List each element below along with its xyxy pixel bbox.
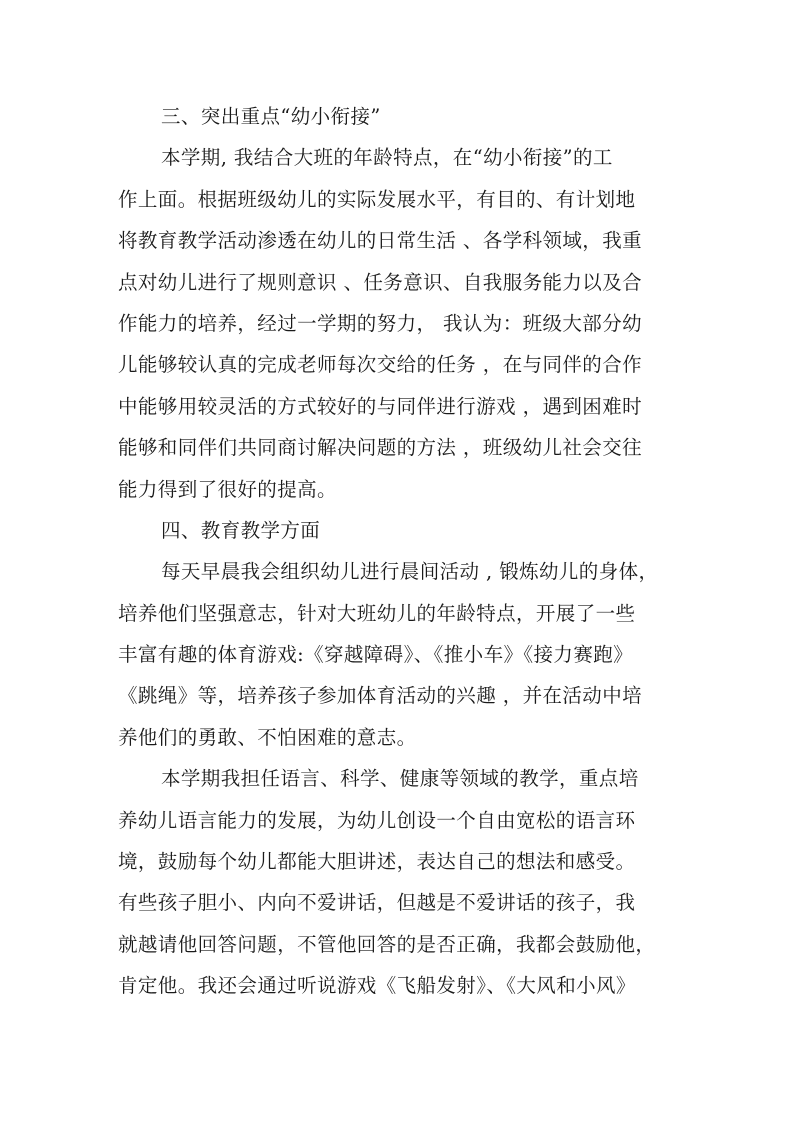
section-3-line: 本学期, 我结合大班的年龄特点，在“幼小衔接”的工 (161, 146, 613, 170)
section-3-line: 作上面。根据班级幼儿的实际发展水平，有目的、有计划地 (118, 187, 636, 211)
section-4-heading: 四、教育教学方面 (161, 518, 321, 542)
section-4-paragraph-2-line: 就越请他回答问题，不管他回答的是否正确，我都会鼓励他， (118, 932, 656, 956)
section-3-line: 能力得到了很好的提高。 (118, 477, 337, 501)
section-4-paragraph-1-line: 丰富有趣的体育游戏:《穿越障碍》、《推小车》《接力赛跑》 (118, 643, 634, 667)
section-4-paragraph-2-line: 肯定他。我还会通过听说游戏《飞船发射》、《大风和小风》 (118, 974, 636, 998)
section-3-line: 能够和同伴们共同商讨解决问题的方法 ，班级幼儿社会交往 (118, 436, 642, 460)
section-4-paragraph-1-line: 《跳绳》等，培养孩子参加体育活动的兴趣 ，并在活动中培 (118, 684, 642, 708)
section-4-paragraph-2-line: 境，鼓励每个幼儿都能大胆讲述，表达自己的想法和感受。 (118, 850, 636, 874)
section-4-paragraph-1-line: 每天早晨我会组织幼儿进行晨间活动 , 锻炼幼儿的身体， (161, 560, 659, 584)
section-4-paragraph-2-line: 有些孩子胆小、内向不爱讲话，但越是不爱讲话的孩子，我 (118, 891, 636, 915)
document-body (118, 96, 678, 1007)
section-3-heading: 三、突出重点“幼小衔接” (161, 105, 381, 128)
section-4-paragraph-2-line: 本学期我担任语言、科学、健康等领域的教学，重点培 (161, 767, 639, 791)
section-3-line: 点对幼儿进行了规则意识 、任务意识、自我服务能力以及合 (118, 270, 642, 294)
section-3-line: 儿能够较认真的完成老师每次交给的任务 ，在与同伴的合作 (118, 353, 642, 377)
section-4-paragraph-1-line: 养他们的勇敢、不怕困难的意志。 (118, 725, 417, 749)
section-4-paragraph-1-line: 培养他们坚强意志，针对大班幼儿的年龄特点，开展了一些 (118, 601, 636, 625)
section-3-line: 将教育教学活动渗透在幼儿的日常生活 、各学科领域，我重 (118, 229, 642, 253)
section-4-paragraph-2-line: 养幼儿语言能力的发展，为幼儿创设一个自由宽松的语言环 (118, 808, 636, 832)
section-3-line: 作能力的培养，经过一学期的努力， 我认为：班级大部分幼 (118, 311, 642, 335)
section-3-line: 中能够用较灵活的方式较好的与同伴进行游戏 ，遇到困难时 (118, 394, 642, 418)
